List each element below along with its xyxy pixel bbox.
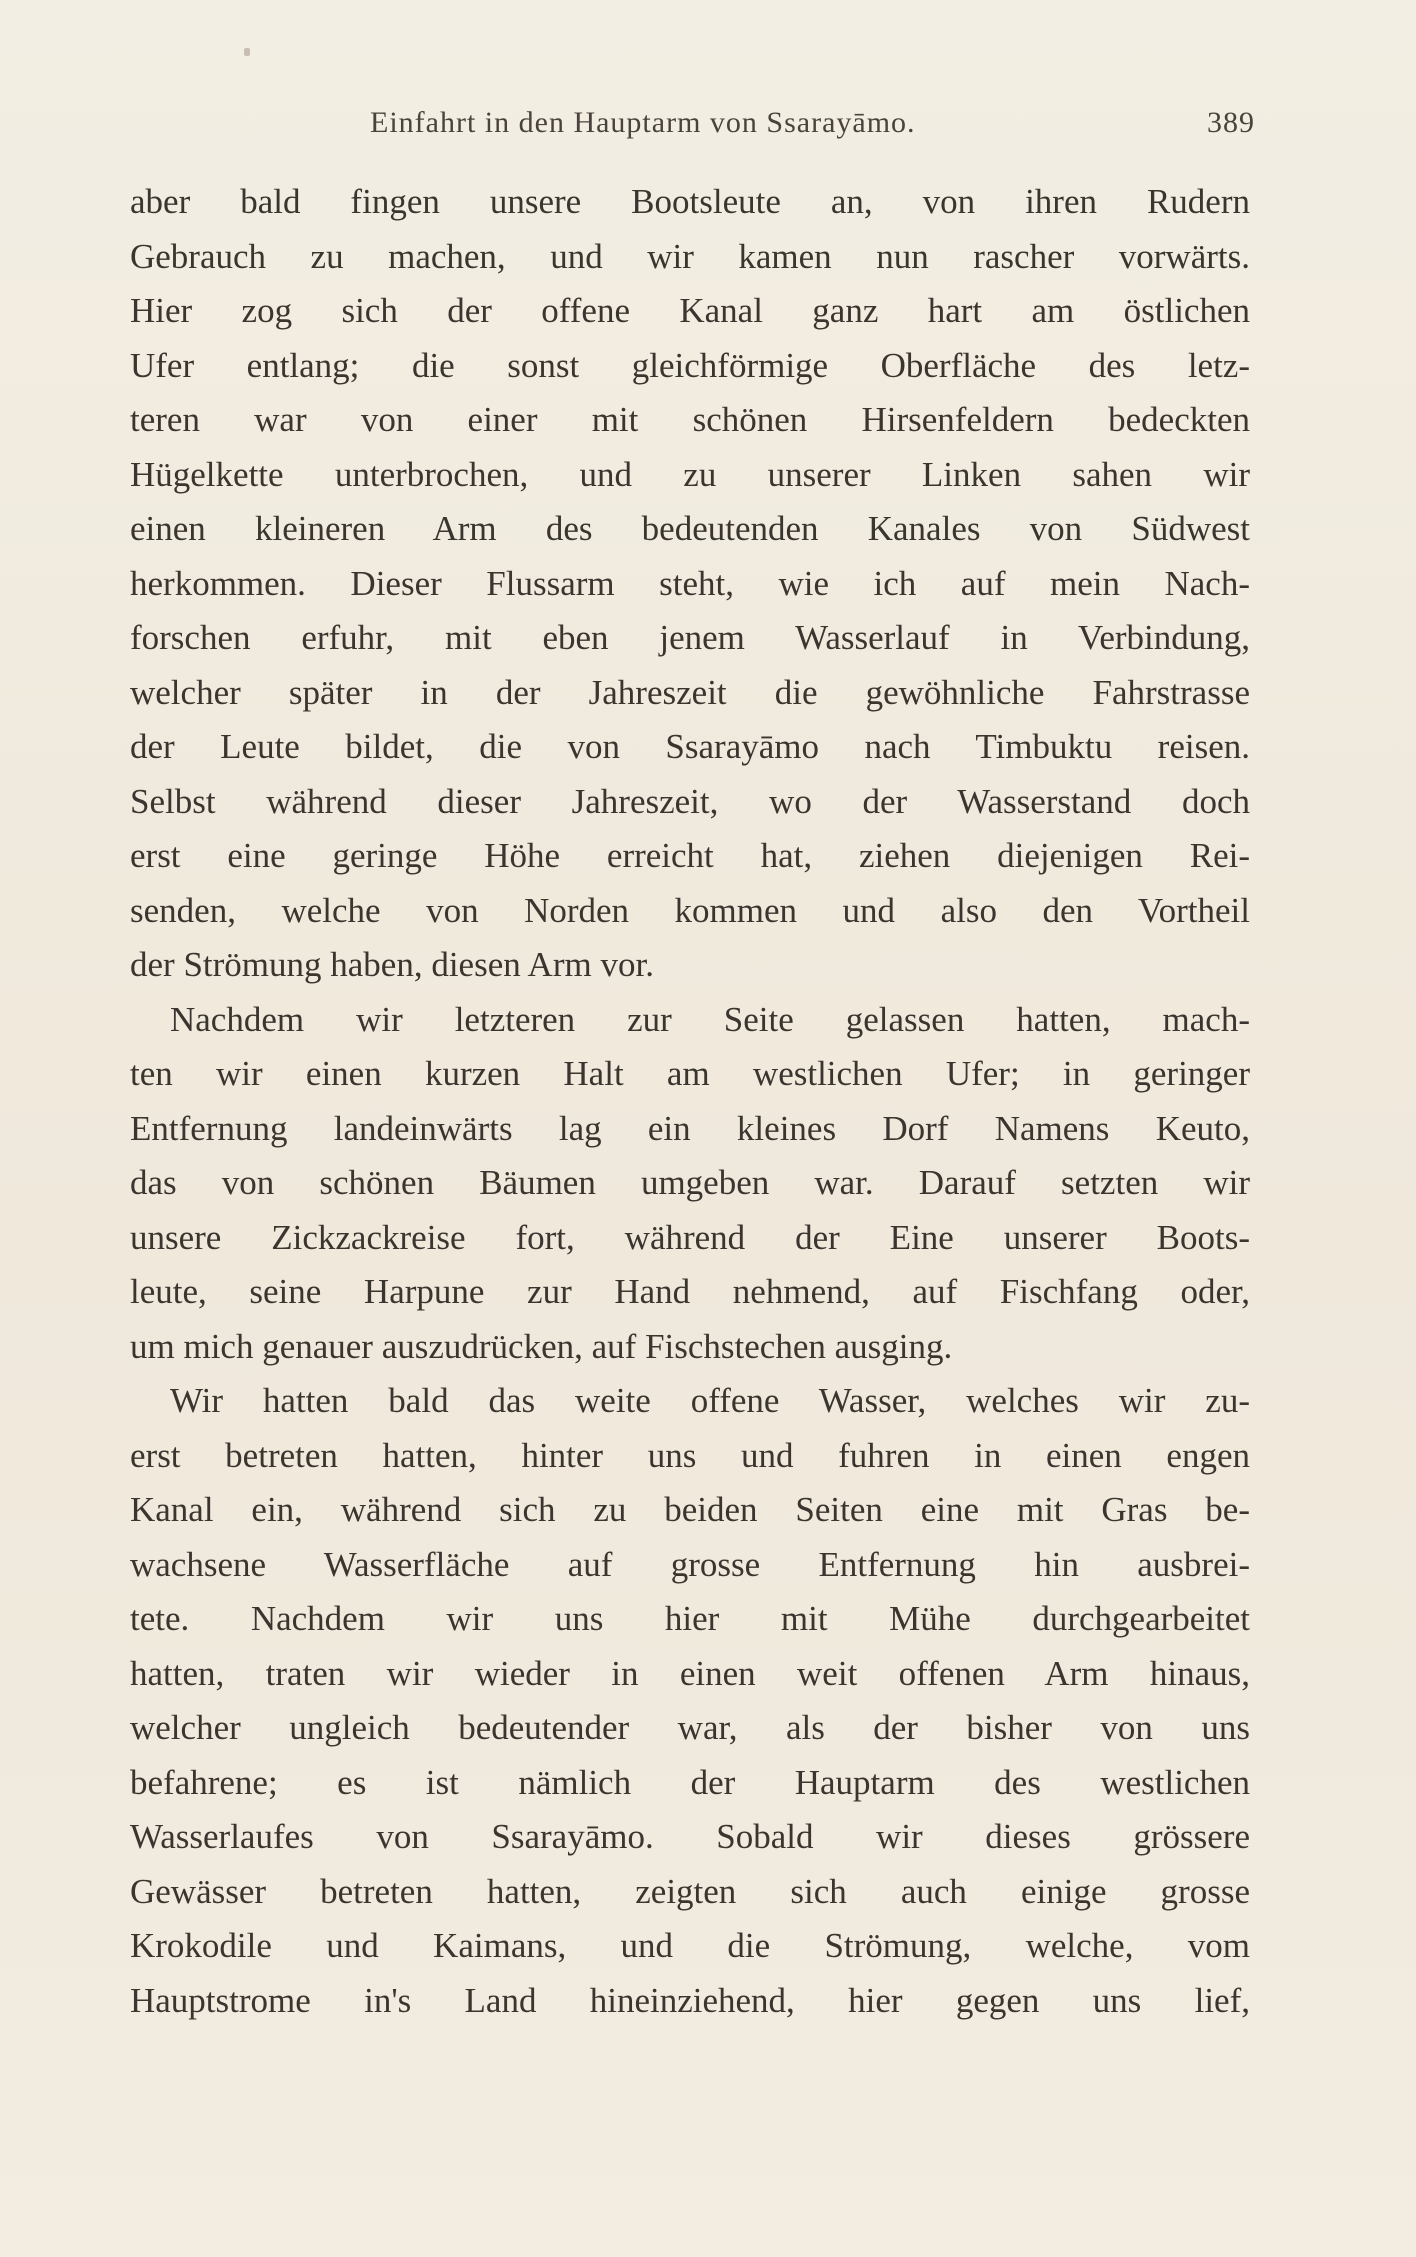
text-line: tete. Nachdem wir uns hier mit Mühe durchgearbeitet <box>130 1599 1250 1638</box>
text-line: Hier zog sich der offene Kanal ganz hart am östlichen <box>130 291 1250 330</box>
text-line: Selbst während dieser Jahreszeit, wo der Wasserstand doch <box>130 781 1250 821</box>
text-line: aber bald fingen unsere Bootsleute an, von ihren Rudern <box>130 182 1250 221</box>
text-line: herkommen. Dieser Flussarm steht, wie ich auf mein Nach- <box>130 563 1250 603</box>
text-line: erst eine geringe Höhe erreicht hat, ziehen diejenigen Rei- <box>130 836 1250 875</box>
text-line: welcher ungleich bedeutender war, als der bisher von uns <box>130 1708 1250 1747</box>
text-line: Kanal ein, während sich zu beiden Seiten eine mit Gras be- <box>130 1490 1250 1529</box>
text-line: das von schönen Bäumen umgeben war. Darauf setzten wir <box>130 1163 1250 1202</box>
text-line: Gebrauch zu machen, und wir kamen nun rascher vorwärts. <box>130 236 1250 276</box>
text-line: wachsene Wasserfläche auf grosse Entfernung hin ausbrei- <box>130 1544 1250 1584</box>
text-line: erst betreten hatten, hinter uns und fuhren in einen engen <box>130 1435 1250 1475</box>
text-line: befahrene; es ist nämlich der Hauptarm des westlichen <box>130 1762 1250 1802</box>
paragraph-start-line: Wir hatten bald das weite offene Wasser, welches wir zu- <box>170 1381 1250 1420</box>
text-line: einen kleineren Arm des bedeutenden Kanales von Südwest <box>130 509 1250 548</box>
text-line: der Leute bildet, die von Ssarayāmo nach Timbuktu reisen. <box>130 727 1250 766</box>
text-line: teren war von einer mit schönen Hirsenfeldern bedeckten <box>130 400 1250 439</box>
text-line: Entfernung landeinwärts lag ein kleines Dorf Namens Keuto, <box>130 1108 1250 1148</box>
text-line: Ufer entlang; die sonst gleichförmige Oberfläche des letz- <box>130 345 1250 385</box>
text-line: ten wir einen kurzen Halt am westlichen Ufer; in geringer <box>130 1054 1250 1093</box>
running-title: Einfahrt in den Hauptarm von Ssarayāmo. <box>370 106 916 139</box>
print-speck <box>244 48 250 56</box>
text-line: hatten, traten wir wieder in einen weit offenen Arm hinaus, <box>130 1653 1250 1693</box>
body-text <box>130 175 1250 2028</box>
text-line: leute, seine Harpune zur Hand nehmend, auf Fischfang oder, <box>130 1272 1250 1311</box>
text-line: Gewässer betreten hatten, zeigten sich auch einige grosse <box>130 1871 1250 1911</box>
running-header <box>130 100 1255 150</box>
text-line: unsere Zickzackreise fort, während der Eine unserer Boots- <box>130 1217 1250 1257</box>
paragraph-end-line: der Strömung haben, diesen Arm vor. <box>130 945 654 984</box>
text-line: forschen erfuhr, mit eben jenem Wasserlauf in Verbindung, <box>130 618 1250 657</box>
text-line: senden, welche von Norden kommen und also den Vortheil <box>130 890 1250 930</box>
paragraph-start-line: Nachdem wir letzteren zur Seite gelassen hatten, mach- <box>170 999 1250 1039</box>
page-number: 389 <box>1207 106 1255 139</box>
text-line: Hauptstrome in's Land hineinziehend, hier gegen uns lief, <box>130 1980 1250 2020</box>
text-line: Krokodile und Kaimans, und die Strömung, welche, vom <box>130 1926 1250 1965</box>
paragraph-end-line: um mich genauer auszudrücken, auf Fischstechen ausging. <box>130 1326 953 1366</box>
text-line: welcher später in der Jahreszeit die gewöhnliche Fahrstrasse <box>130 672 1250 712</box>
text-line: Wasserlaufes von Ssarayāmo. Sobald wir dieses grössere <box>130 1817 1250 1856</box>
text-line: Hügelkette unterbrochen, und zu unserer Linken sahen wir <box>130 454 1250 494</box>
